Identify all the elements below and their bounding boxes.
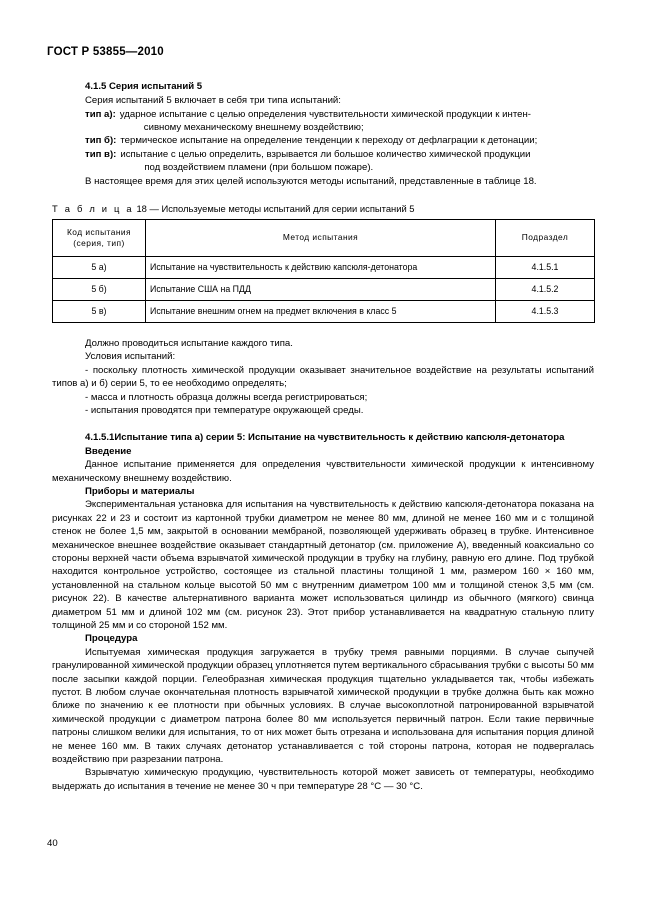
column-header-subsection: Подраздел <box>496 220 595 257</box>
test-type-a-term: тип а): <box>85 108 116 120</box>
apparatus-heading: Приборы и материалы <box>85 485 195 497</box>
subsection-heading-4-1-5-1: 4.1.5.1Испытание типа а) серии 5: Испытание на чувствительность к действию капсюля-детонатора <box>85 432 565 444</box>
table-row <box>53 301 595 323</box>
conditions-heading-text: Условия испытаний: <box>85 351 176 363</box>
table-caption-text: 18 — Используемые методы испытаний для серии испытаний 5 <box>136 203 415 215</box>
test-type-b <box>52 134 594 147</box>
test-type-a <box>52 108 594 135</box>
cell-test-code: 5 б) <box>53 279 146 301</box>
conditions-bullet-1: - поскольку плотность химической продукции оказывает значительное воздействие на результаты испытаний типов а) и б) серии 5, то ее необходимо определять; <box>52 364 594 390</box>
test-type-c-description <box>120 148 594 175</box>
test-type-c-term: тип в): <box>85 148 117 160</box>
cell-test-code: 5 в) <box>53 301 146 323</box>
procedure-heading: Процедура <box>85 633 138 645</box>
test-type-b-line1: термическое испытание на определение тенденции к переходу от дефлаграции к детонации; <box>120 135 538 147</box>
test-type-a-description <box>120 108 594 135</box>
table-18 <box>52 219 595 323</box>
table-row <box>53 257 595 279</box>
test-type-a-line1: ударное испытание с целью определения чувствительности химической продукции к интен- <box>119 108 531 120</box>
document-body <box>52 80 594 793</box>
table-row <box>53 279 595 301</box>
cell-test-method: Испытание внешним огнем на предмет включения в класс 5 <box>146 301 496 323</box>
cell-subsection: 4.1.5.1 <box>496 257 595 279</box>
test-type-a-line2: сивному механическому внешнему воздействию; <box>143 122 364 134</box>
table-header-row <box>53 220 595 257</box>
test-type-b-description <box>120 134 594 147</box>
section-intro-text: Серия испытаний 5 включает в себя три типа испытаний: <box>85 95 341 107</box>
procedure-paragraph-1: Испытуемая химическая продукция загружается в трубку тремя равными порциями. В случае сыпучей гранулированной химической продукции образец уплотняется путем вертикального сбрасывания трубки с высоты 50 мм после засыпки каждой порции. Гелеобразная химическая продукция тщательно укладывается так, чтобы избежать пустот. В любом случае окончательная плотность взрывчатой химической продукции в трубке должна быть как можно ближе по значению к ее плотности при обычных условиях. В случае высокоплотной патронированной взрывчатой химической продукции с диаметром патрона более 80 мм используется первичный патрон. Если такие первичные патроны слишком велики для испытания, то от них может быть отрезана и использована для испытания порция длиной не менее 160 мм. В таких случаях детонатор устанавливается с той стороны патрона, которая не подвергалась воздействию при разрезании патрона. <box>52 646 594 766</box>
section-heading-4-1-5: 4.1.5 Серия испытаний 5 <box>85 81 203 92</box>
cell-test-method: Испытание США на ПДД <box>146 279 496 301</box>
column-header-test-method: Метод испытания <box>146 220 496 257</box>
column-header-test-code <box>53 220 146 257</box>
table-18-head <box>53 220 595 257</box>
cell-test-code: 5 а) <box>53 257 146 279</box>
table-18-caption <box>52 202 594 215</box>
procedure-paragraph-2: Взрывчатую химическую продукцию, чувствительность которой может зависеть от температуры, необходимо выдержать до испытания в течение не менее 30 ч при температуре 28 °С — 30 °С. <box>52 767 594 792</box>
apparatus-paragraph: Экспериментальная установка для испытания на чувствительность к действию капсюля-детонатора показана на рисунках 22 и 23 и состоит из картонной трубки диаметром не менее 80 мм, длиной не менее 160 мм и с толщиной стенок не более 1,5 мм, закрытой в основании мембраной, позволяющей удерживать образец в трубке. Интенсивное механическое внешнее воздействие оказывает стандартный детонатор (см. приложение А), введенный коаксиально со стороны верхней части объема взрывчатой химической продукции в трубку на глубину, равную его длине. Под трубкой находится контрольное устройство, состоящее из стальной пластины толщиной 1 мм, размером 160 × 160 мм, установленной на стальном кольце высотой 50 мм с внутренним диаметром 100 мм и толщиной стенок 3,5 мм (см. рисунок 22). В качестве альтернативного варианта может использоваться цилиндр из обычного (мягкого) свинца диаметром 51 мм и длиной 102 мм (см. рисунок 23). Этот прибор устанавливается на квадратную стальную плиту толщиной 25 мм и со стороной 152 мм. <box>52 499 594 631</box>
test-type-c-line2: под воздействием пламени (при большом пожаре). <box>144 162 374 174</box>
table-caption-label: Т а б л и ц а <box>52 203 134 215</box>
introduction-paragraph: Данное испытание применяется для определения чувствительности химической продукции к интенсивному механическому внешнему воздействию. <box>52 459 594 484</box>
running-header-standard-code: ГОСТ Р 53855—2010 <box>47 46 164 58</box>
column-header-test-code-line2: (серия, тип) <box>73 238 125 249</box>
cell-test-method: Испытание на чувствительность к действию капсюля-детонатора <box>146 257 496 279</box>
test-types-list <box>52 108 594 175</box>
column-header-test-code-line1: Код испытания <box>66 226 132 237</box>
conditions-each-type-text: Должно проводиться испытание каждого типа. <box>85 338 293 350</box>
test-type-c-line1: испытание с целью определить, взрывается ли большое количество химической продукции <box>120 148 531 160</box>
cell-subsection: 4.1.5.3 <box>496 301 595 323</box>
introduction-heading: Введение <box>85 445 132 457</box>
table-18-body <box>53 257 595 323</box>
section-after-types-text: В настоящее время для этих целей используются методы испытаний, представленные в таблице 18. <box>85 175 537 187</box>
page-number: 40 <box>47 838 58 849</box>
conditions-bullet-3: - испытания проводятся при температуре окружающей среды. <box>85 405 364 417</box>
conditions-bullet-2: - масса и плотность образца должны всегда регистрироваться; <box>85 391 368 403</box>
cell-subsection: 4.1.5.2 <box>496 279 595 301</box>
test-type-b-term: тип б): <box>85 135 117 147</box>
test-type-c <box>52 148 594 175</box>
